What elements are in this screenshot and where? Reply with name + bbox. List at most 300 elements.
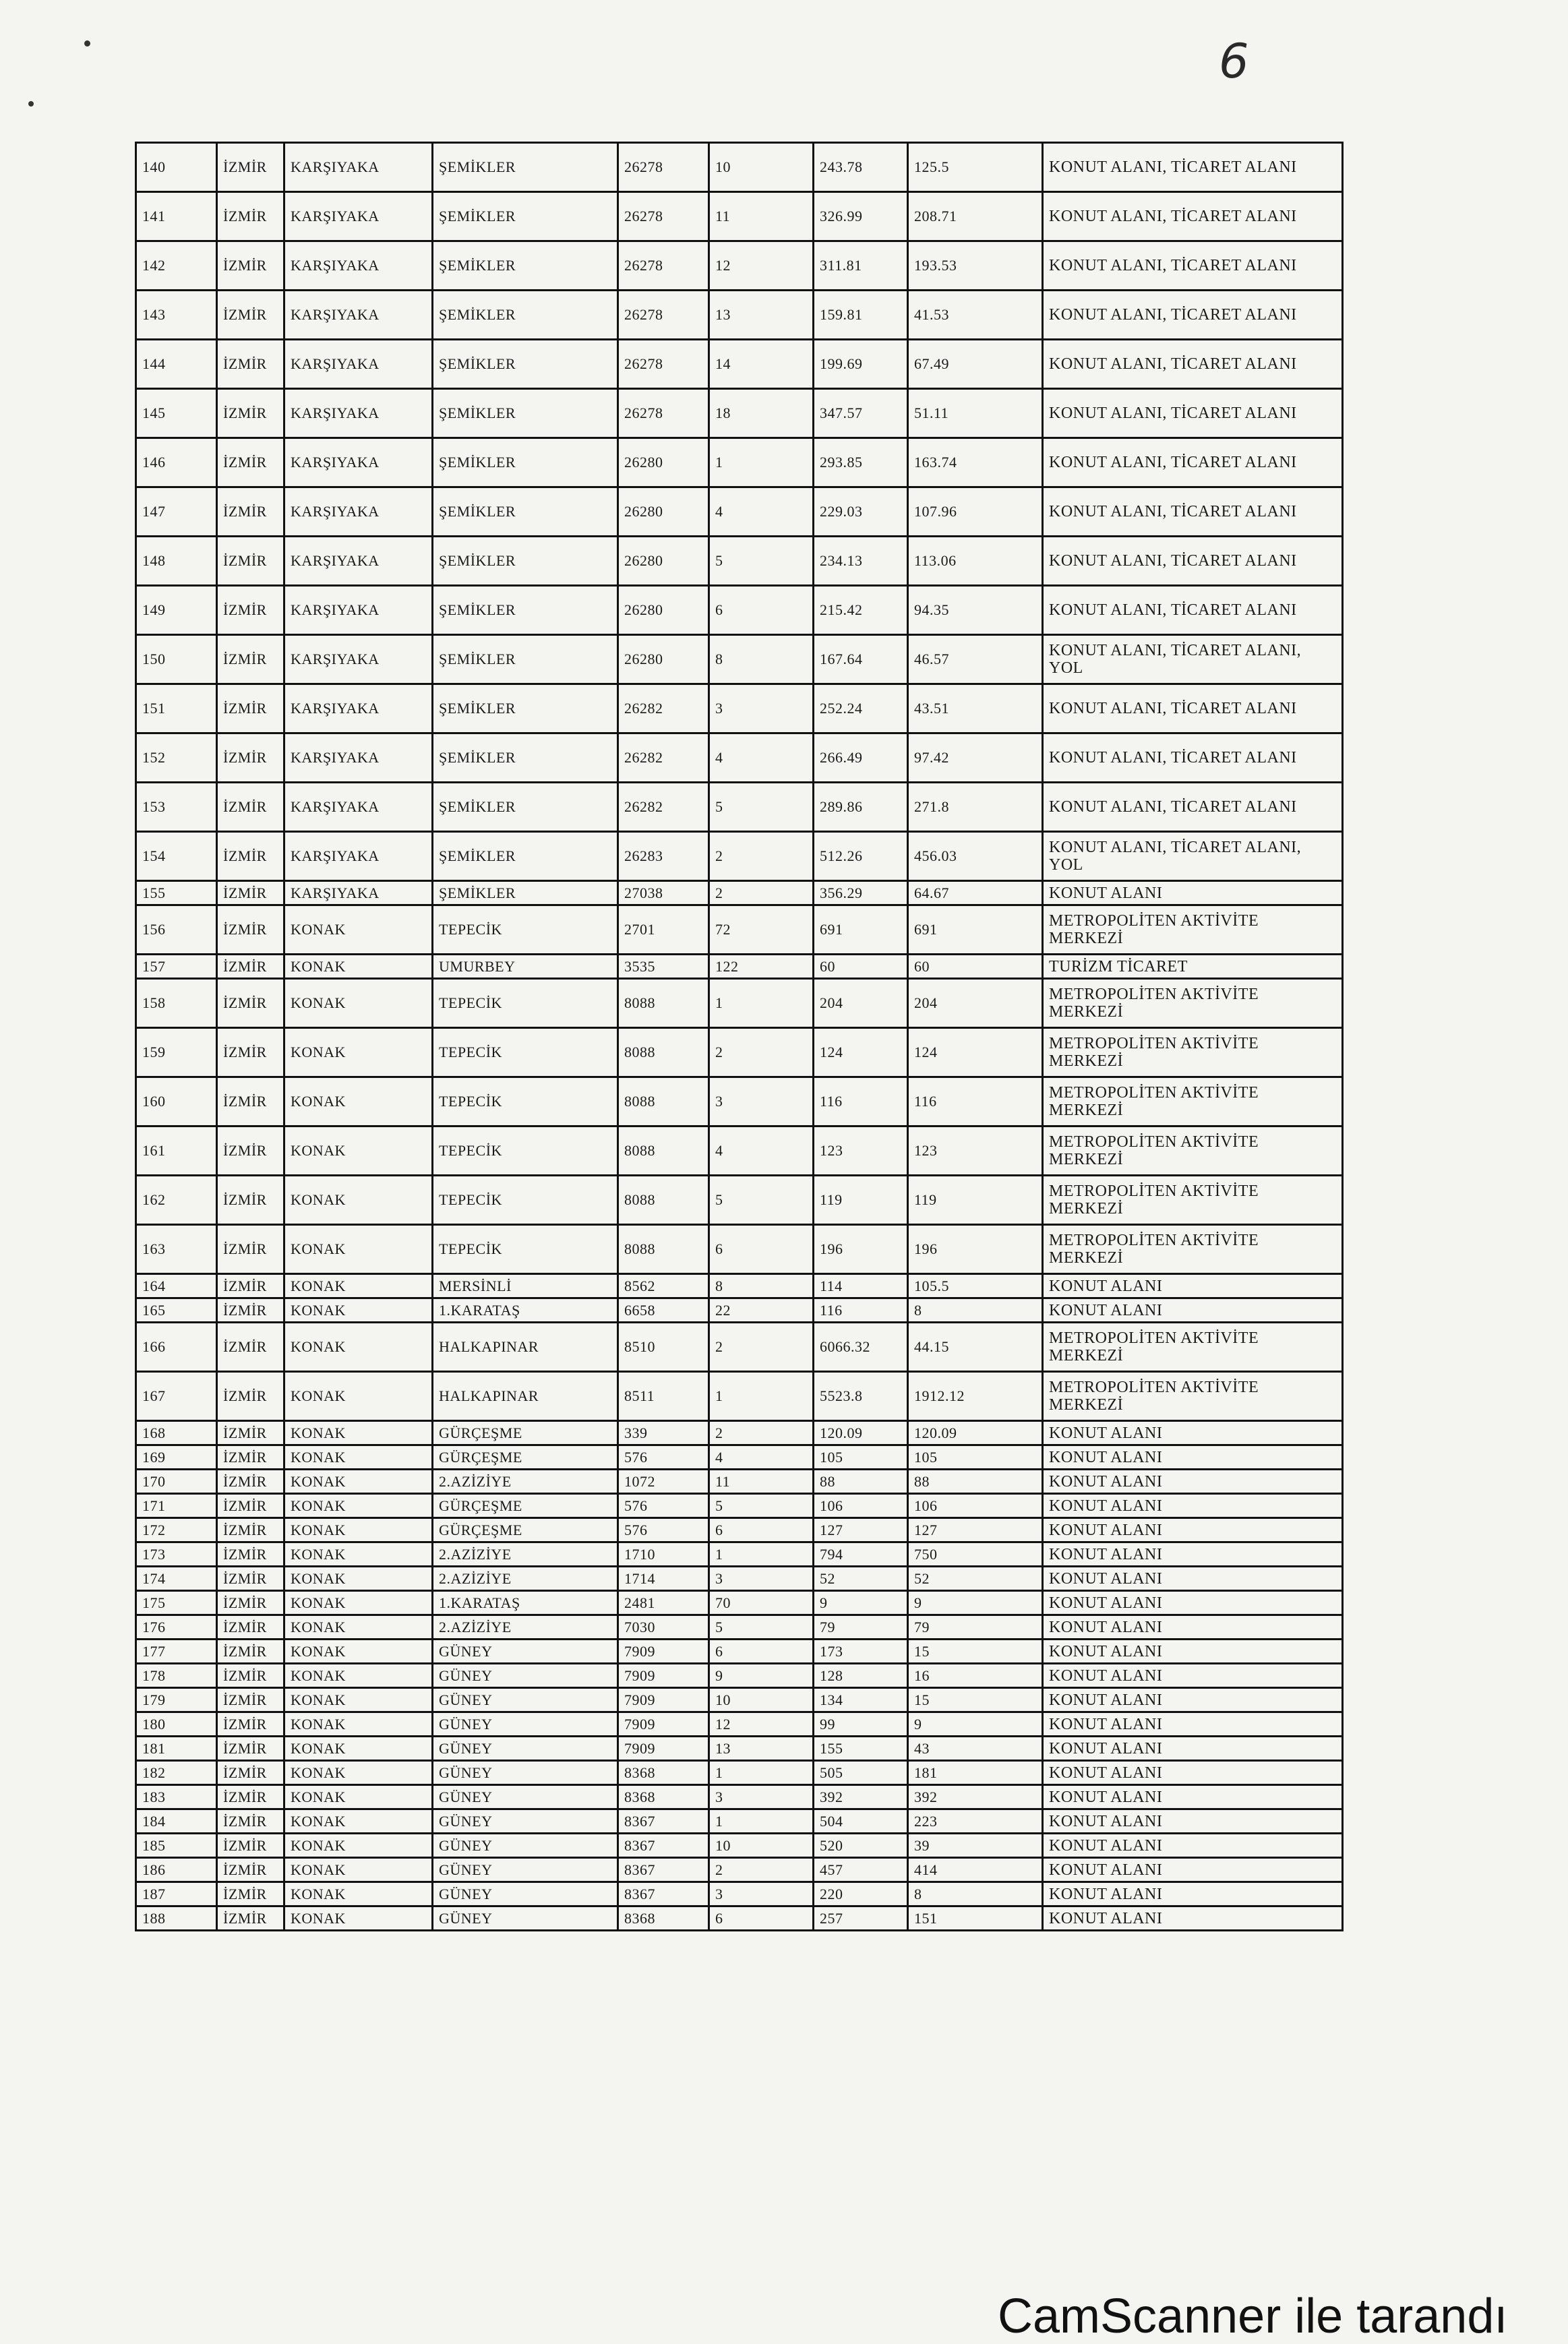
row-number-cell: 151	[136, 684, 217, 733]
parcel-cell: 14	[709, 340, 814, 389]
parcel-cell: 18	[709, 389, 814, 438]
parcel-cell: 4	[709, 733, 814, 783]
district-cell: KONAK	[284, 1809, 433, 1834]
table-row	[136, 832, 1343, 881]
row-number-cell: 174	[136, 1567, 217, 1591]
table-row	[136, 340, 1343, 389]
province-cell: İZMİR	[217, 1225, 284, 1274]
block-cell: 7909	[618, 1737, 709, 1761]
block-cell: 8368	[618, 1785, 709, 1809]
land-use-cell: KONUT ALANI, TİCARET ALANI	[1043, 192, 1343, 241]
table-row	[136, 1664, 1343, 1688]
land-use-cell: METROPOLİTEN AKTİVİTE MERKEZİ	[1043, 979, 1343, 1028]
table-row	[136, 1225, 1343, 1274]
share-area-cell: 271.8	[908, 783, 1043, 832]
neighborhood-cell: 2.AZİZİYE	[433, 1542, 618, 1567]
land-use-cell: KONUT ALANI	[1043, 1737, 1343, 1761]
district-cell: KONAK	[284, 1126, 433, 1176]
province-cell: İZMİR	[217, 1494, 284, 1518]
share-area-cell: 105.5	[908, 1274, 1043, 1298]
land-use-cell: TURİZM TİCARET	[1043, 955, 1343, 979]
share-area-cell: 125.5	[908, 143, 1043, 192]
row-number-cell: 175	[136, 1591, 217, 1615]
share-area-cell: 113.06	[908, 537, 1043, 586]
area-cell: 347.57	[814, 389, 908, 438]
share-area-cell: 208.71	[908, 192, 1043, 241]
land-use-cell: KONUT ALANI, TİCARET ALANI	[1043, 783, 1343, 832]
land-use-cell: METROPOLİTEN AKTİVİTE MERKEZİ	[1043, 1323, 1343, 1372]
share-area-cell: 41.53	[908, 291, 1043, 340]
parcel-cell: 10	[709, 1834, 814, 1858]
land-use-cell: KONUT ALANI, TİCARET ALANI	[1043, 684, 1343, 733]
area-cell: 79	[814, 1615, 908, 1640]
parcel-cell: 3	[709, 1567, 814, 1591]
district-cell: KONAK	[284, 1518, 433, 1542]
neighborhood-cell: GÜNEY	[433, 1906, 618, 1931]
block-cell: 1714	[618, 1567, 709, 1591]
share-area-cell: 46.57	[908, 635, 1043, 684]
table-row	[136, 1470, 1343, 1494]
table-row	[136, 1298, 1343, 1323]
land-use-cell: KONUT ALANI	[1043, 1615, 1343, 1640]
parcel-cell: 2	[709, 832, 814, 881]
row-number-cell: 155	[136, 881, 217, 905]
district-cell: KONAK	[284, 1640, 433, 1664]
table-row	[136, 192, 1343, 241]
scan-speck	[84, 40, 90, 47]
district-cell: KARŞIYAKA	[284, 291, 433, 340]
table-row	[136, 1176, 1343, 1225]
area-cell: 392	[814, 1785, 908, 1809]
land-use-cell: METROPOLİTEN AKTİVİTE MERKEZİ	[1043, 1028, 1343, 1077]
row-number-cell: 183	[136, 1785, 217, 1809]
district-cell: KONAK	[284, 1225, 433, 1274]
neighborhood-cell: GÜRÇEŞME	[433, 1518, 618, 1542]
district-cell: KARŞIYAKA	[284, 487, 433, 537]
land-use-cell: METROPOLİTEN AKTİVİTE MERKEZİ	[1043, 1077, 1343, 1126]
area-cell: 120.09	[814, 1421, 908, 1445]
row-number-cell: 146	[136, 438, 217, 487]
district-cell: KONAK	[284, 1323, 433, 1372]
row-number-cell: 184	[136, 1809, 217, 1834]
land-use-cell: KONUT ALANI	[1043, 1567, 1343, 1591]
land-use-cell: METROPOLİTEN AKTİVİTE MERKEZİ	[1043, 1126, 1343, 1176]
land-use-cell: KONUT ALANI, TİCARET ALANI	[1043, 389, 1343, 438]
neighborhood-cell: GÜRÇEŞME	[433, 1421, 618, 1445]
share-area-cell: 1912.12	[908, 1372, 1043, 1421]
block-cell: 7909	[618, 1688, 709, 1712]
parcel-cell: 1	[709, 438, 814, 487]
parcel-cell: 3	[709, 1077, 814, 1126]
row-number-cell: 144	[136, 340, 217, 389]
parcel-cell: 6	[709, 1518, 814, 1542]
block-cell: 8367	[618, 1858, 709, 1882]
block-cell: 8367	[618, 1882, 709, 1906]
province-cell: İZMİR	[217, 1542, 284, 1567]
table-row	[136, 438, 1343, 487]
share-area-cell: 691	[908, 905, 1043, 955]
row-number-cell: 160	[136, 1077, 217, 1126]
block-cell: 3535	[618, 955, 709, 979]
district-cell: KONAK	[284, 1077, 433, 1126]
district-cell: KONAK	[284, 1445, 433, 1470]
parcel-cell: 5	[709, 1615, 814, 1640]
land-use-cell: KONUT ALANI, TİCARET ALANI, YOL	[1043, 635, 1343, 684]
province-cell: İZMİR	[217, 1298, 284, 1323]
area-cell: 794	[814, 1542, 908, 1567]
province-cell: İZMİR	[217, 1077, 284, 1126]
block-cell: 576	[618, 1445, 709, 1470]
province-cell: İZMİR	[217, 1421, 284, 1445]
block-cell: 26282	[618, 684, 709, 733]
district-cell: KARŞIYAKA	[284, 783, 433, 832]
row-number-cell: 145	[136, 389, 217, 438]
neighborhood-cell: GÜRÇEŞME	[433, 1494, 618, 1518]
land-use-cell: METROPOLİTEN AKTİVİTE MERKEZİ	[1043, 1372, 1343, 1421]
table-row	[136, 1591, 1343, 1615]
share-area-cell: 8	[908, 1298, 1043, 1323]
row-number-cell: 177	[136, 1640, 217, 1664]
province-cell: İZMİR	[217, 389, 284, 438]
row-number-cell: 171	[136, 1494, 217, 1518]
area-cell: 457	[814, 1858, 908, 1882]
province-cell: İZMİR	[217, 586, 284, 635]
neighborhood-cell: ŞEMİKLER	[433, 389, 618, 438]
row-number-cell: 176	[136, 1615, 217, 1640]
land-use-cell: KONUT ALANI, TİCARET ALANI	[1043, 340, 1343, 389]
district-cell: KONAK	[284, 979, 433, 1028]
parcel-cell: 2	[709, 1421, 814, 1445]
neighborhood-cell: ŞEMİKLER	[433, 635, 618, 684]
district-cell: KONAK	[284, 1542, 433, 1567]
district-cell: KARŞIYAKA	[284, 438, 433, 487]
parcel-cell: 12	[709, 1712, 814, 1737]
block-cell: 8368	[618, 1761, 709, 1785]
block-cell: 8368	[618, 1906, 709, 1931]
land-use-cell: KONUT ALANI	[1043, 1518, 1343, 1542]
neighborhood-cell: ŞEMİKLER	[433, 438, 618, 487]
province-cell: İZMİR	[217, 340, 284, 389]
row-number-cell: 167	[136, 1372, 217, 1421]
table-row	[136, 1737, 1343, 1761]
land-use-cell: KONUT ALANI	[1043, 1664, 1343, 1688]
block-cell: 8088	[618, 1077, 709, 1126]
share-area-cell: 414	[908, 1858, 1043, 1882]
parcel-cell: 6	[709, 586, 814, 635]
table-row	[136, 1785, 1343, 1809]
table-row	[136, 241, 1343, 291]
parcel-cell: 11	[709, 1470, 814, 1494]
area-cell: 127	[814, 1518, 908, 1542]
parcel-cell: 1	[709, 1761, 814, 1785]
share-area-cell: 67.49	[908, 340, 1043, 389]
block-cell: 7030	[618, 1615, 709, 1640]
block-cell: 1072	[618, 1470, 709, 1494]
parcel-cell: 8	[709, 1274, 814, 1298]
land-use-cell: KONUT ALANI	[1043, 1274, 1343, 1298]
neighborhood-cell: TEPECİK	[433, 1077, 618, 1126]
table-row	[136, 586, 1343, 635]
province-cell: İZMİR	[217, 955, 284, 979]
province-cell: İZMİR	[217, 881, 284, 905]
neighborhood-cell: 2.AZİZİYE	[433, 1567, 618, 1591]
province-cell: İZMİR	[217, 1882, 284, 1906]
land-use-cell: KONUT ALANI	[1043, 1421, 1343, 1445]
share-area-cell: 123	[908, 1126, 1043, 1176]
parcel-cell: 2	[709, 1323, 814, 1372]
area-cell: 266.49	[814, 733, 908, 783]
area-cell: 311.81	[814, 241, 908, 291]
block-cell: 7909	[618, 1664, 709, 1688]
row-number-cell: 150	[136, 635, 217, 684]
page-number: 6	[1219, 34, 1249, 89]
block-cell: 8367	[618, 1834, 709, 1858]
row-number-cell: 140	[136, 143, 217, 192]
land-use-cell: KONUT ALANI	[1043, 1470, 1343, 1494]
area-cell: 691	[814, 905, 908, 955]
table-row	[136, 143, 1343, 192]
district-cell: KARŞIYAKA	[284, 537, 433, 586]
table-row	[136, 979, 1343, 1028]
block-cell: 8088	[618, 1176, 709, 1225]
row-number-cell: 166	[136, 1323, 217, 1372]
parcel-cell: 2	[709, 881, 814, 905]
row-number-cell: 182	[136, 1761, 217, 1785]
parcel-cell: 6	[709, 1225, 814, 1274]
land-use-cell: KONUT ALANI, TİCARET ALANI	[1043, 438, 1343, 487]
share-area-cell: 106	[908, 1494, 1043, 1518]
block-cell: 2701	[618, 905, 709, 955]
province-cell: İZMİR	[217, 979, 284, 1028]
land-use-cell: KONUT ALANI	[1043, 1882, 1343, 1906]
block-cell: 26280	[618, 438, 709, 487]
neighborhood-cell: ŞEMİKLER	[433, 586, 618, 635]
share-area-cell: 43	[908, 1737, 1043, 1761]
district-cell: KONAK	[284, 1882, 433, 1906]
province-cell: İZMİR	[217, 192, 284, 241]
share-area-cell: 223	[908, 1809, 1043, 1834]
table-row	[136, 1906, 1343, 1931]
share-area-cell: 181	[908, 1761, 1043, 1785]
row-number-cell: 149	[136, 586, 217, 635]
table-row	[136, 1372, 1343, 1421]
parcel-cell: 22	[709, 1298, 814, 1323]
neighborhood-cell: 1.KARATAŞ	[433, 1298, 618, 1323]
parcel-cell: 2	[709, 1028, 814, 1077]
district-cell: KONAK	[284, 1494, 433, 1518]
parcel-cell: 3	[709, 684, 814, 733]
area-cell: 52	[814, 1567, 908, 1591]
block-cell: 8511	[618, 1372, 709, 1421]
row-number-cell: 170	[136, 1470, 217, 1494]
block-cell: 26278	[618, 389, 709, 438]
neighborhood-cell: TEPECİK	[433, 905, 618, 955]
neighborhood-cell: 1.KARATAŞ	[433, 1591, 618, 1615]
land-use-cell: KONUT ALANI, TİCARET ALANI	[1043, 241, 1343, 291]
neighborhood-cell: GÜNEY	[433, 1712, 618, 1737]
province-cell: İZMİR	[217, 1126, 284, 1176]
share-area-cell: 9	[908, 1712, 1043, 1737]
share-area-cell: 8	[908, 1882, 1043, 1906]
block-cell: 7909	[618, 1640, 709, 1664]
block-cell: 26278	[618, 241, 709, 291]
district-cell: KONAK	[284, 1664, 433, 1688]
share-area-cell: 79	[908, 1615, 1043, 1640]
share-area-cell: 64.67	[908, 881, 1043, 905]
neighborhood-cell: ŞEMİKLER	[433, 684, 618, 733]
table-row	[136, 1712, 1343, 1737]
share-area-cell: 193.53	[908, 241, 1043, 291]
share-area-cell: 44.15	[908, 1323, 1043, 1372]
area-cell: 116	[814, 1077, 908, 1126]
area-cell: 159.81	[814, 291, 908, 340]
area-cell: 119	[814, 1176, 908, 1225]
district-cell: KONAK	[284, 1591, 433, 1615]
neighborhood-cell: GÜNEY	[433, 1882, 618, 1906]
province-cell: İZMİR	[217, 1858, 284, 1882]
neighborhood-cell: ŞEMİKLER	[433, 192, 618, 241]
land-use-cell: KONUT ALANI	[1043, 1542, 1343, 1567]
block-cell: 26280	[618, 635, 709, 684]
land-use-cell: KONUT ALANI	[1043, 1494, 1343, 1518]
district-cell: KONAK	[284, 1274, 433, 1298]
neighborhood-cell: GÜNEY	[433, 1785, 618, 1809]
province-cell: İZMİR	[217, 1640, 284, 1664]
neighborhood-cell: ŞEMİKLER	[433, 241, 618, 291]
district-cell: KONAK	[284, 1761, 433, 1785]
block-cell: 26283	[618, 832, 709, 881]
table-row	[136, 635, 1343, 684]
neighborhood-cell: TEPECİK	[433, 1028, 618, 1077]
province-cell: İZMİR	[217, 1664, 284, 1688]
neighborhood-cell: GÜNEY	[433, 1858, 618, 1882]
table-row	[136, 905, 1343, 955]
province-cell: İZMİR	[217, 1445, 284, 1470]
parcel-cell: 10	[709, 143, 814, 192]
district-cell: KARŞIYAKA	[284, 340, 433, 389]
district-cell: KONAK	[284, 1298, 433, 1323]
land-use-cell: KONUT ALANI, TİCARET ALANI	[1043, 143, 1343, 192]
district-cell: KONAK	[284, 1372, 433, 1421]
district-cell: KONAK	[284, 955, 433, 979]
block-cell: 8088	[618, 1225, 709, 1274]
block-cell: 576	[618, 1494, 709, 1518]
block-cell: 8088	[618, 1126, 709, 1176]
table-row	[136, 1542, 1343, 1567]
row-number-cell: 141	[136, 192, 217, 241]
neighborhood-cell: GÜNEY	[433, 1761, 618, 1785]
table-row	[136, 1274, 1343, 1298]
land-use-cell: METROPOLİTEN AKTİVİTE MERKEZİ	[1043, 905, 1343, 955]
area-cell: 220	[814, 1882, 908, 1906]
share-area-cell: 119	[908, 1176, 1043, 1225]
province-cell: İZMİR	[217, 1591, 284, 1615]
province-cell: İZMİR	[217, 1809, 284, 1834]
area-cell: 128	[814, 1664, 908, 1688]
table-row	[136, 1688, 1343, 1712]
parcel-cell: 4	[709, 487, 814, 537]
row-number-cell: 163	[136, 1225, 217, 1274]
district-cell: KONAK	[284, 1688, 433, 1712]
neighborhood-cell: ŞEMİKLER	[433, 291, 618, 340]
district-cell: KONAK	[284, 1615, 433, 1640]
parcel-cell: 2	[709, 1858, 814, 1882]
row-number-cell: 180	[136, 1712, 217, 1737]
neighborhood-cell: ŞEMİKLER	[433, 487, 618, 537]
row-number-cell: 186	[136, 1858, 217, 1882]
block-cell: 26280	[618, 586, 709, 635]
parcel-cell: 5	[709, 537, 814, 586]
block-cell: 26280	[618, 537, 709, 586]
share-area-cell: 107.96	[908, 487, 1043, 537]
neighborhood-cell: ŞEMİKLER	[433, 340, 618, 389]
share-area-cell: 196	[908, 1225, 1043, 1274]
block-cell: 8088	[618, 979, 709, 1028]
province-cell: İZMİR	[217, 1274, 284, 1298]
block-cell: 6658	[618, 1298, 709, 1323]
province-cell: İZMİR	[217, 438, 284, 487]
area-cell: 257	[814, 1906, 908, 1931]
district-cell: KARŞIYAKA	[284, 192, 433, 241]
table-row	[136, 881, 1343, 905]
neighborhood-cell: ŞEMİKLER	[433, 143, 618, 192]
table-row	[136, 1858, 1343, 1882]
block-cell: 2481	[618, 1591, 709, 1615]
parcel-cell: 4	[709, 1126, 814, 1176]
share-area-cell: 16	[908, 1664, 1043, 1688]
block-cell: 27038	[618, 881, 709, 905]
table-row	[136, 1882, 1343, 1906]
area-cell: 106	[814, 1494, 908, 1518]
land-use-cell: KONUT ALANI	[1043, 1298, 1343, 1323]
parcel-cell: 5	[709, 1176, 814, 1225]
area-cell: 9	[814, 1591, 908, 1615]
neighborhood-cell: GÜRÇEŞME	[433, 1445, 618, 1470]
district-cell: KONAK	[284, 1737, 433, 1761]
scan-speck	[28, 101, 34, 107]
area-cell: 505	[814, 1761, 908, 1785]
land-use-cell: KONUT ALANI, TİCARET ALANI	[1043, 291, 1343, 340]
area-cell: 252.24	[814, 684, 908, 733]
province-cell: İZMİR	[217, 1176, 284, 1225]
row-number-cell: 148	[136, 537, 217, 586]
row-number-cell: 164	[136, 1274, 217, 1298]
neighborhood-cell: UMURBEY	[433, 955, 618, 979]
area-cell: 356.29	[814, 881, 908, 905]
parcel-cell: 70	[709, 1591, 814, 1615]
district-cell: KARŞIYAKA	[284, 635, 433, 684]
table-row	[136, 1761, 1343, 1785]
row-number-cell: 152	[136, 733, 217, 783]
block-cell: 7909	[618, 1712, 709, 1737]
neighborhood-cell: TEPECİK	[433, 1176, 618, 1225]
district-cell: KONAK	[284, 1470, 433, 1494]
district-cell: KARŞIYAKA	[284, 389, 433, 438]
province-cell: İZMİR	[217, 1028, 284, 1077]
row-number-cell: 188	[136, 1906, 217, 1931]
province-cell: İZMİR	[217, 1470, 284, 1494]
neighborhood-cell: GÜNEY	[433, 1737, 618, 1761]
district-cell: KONAK	[284, 1028, 433, 1077]
land-use-cell: KONUT ALANI	[1043, 881, 1343, 905]
area-cell: 6066.32	[814, 1323, 908, 1372]
area-cell: 155	[814, 1737, 908, 1761]
row-number-cell: 158	[136, 979, 217, 1028]
neighborhood-cell: TEPECİK	[433, 979, 618, 1028]
area-cell: 114	[814, 1274, 908, 1298]
land-use-cell: KONUT ALANI, TİCARET ALANI	[1043, 537, 1343, 586]
province-cell: İZMİR	[217, 684, 284, 733]
